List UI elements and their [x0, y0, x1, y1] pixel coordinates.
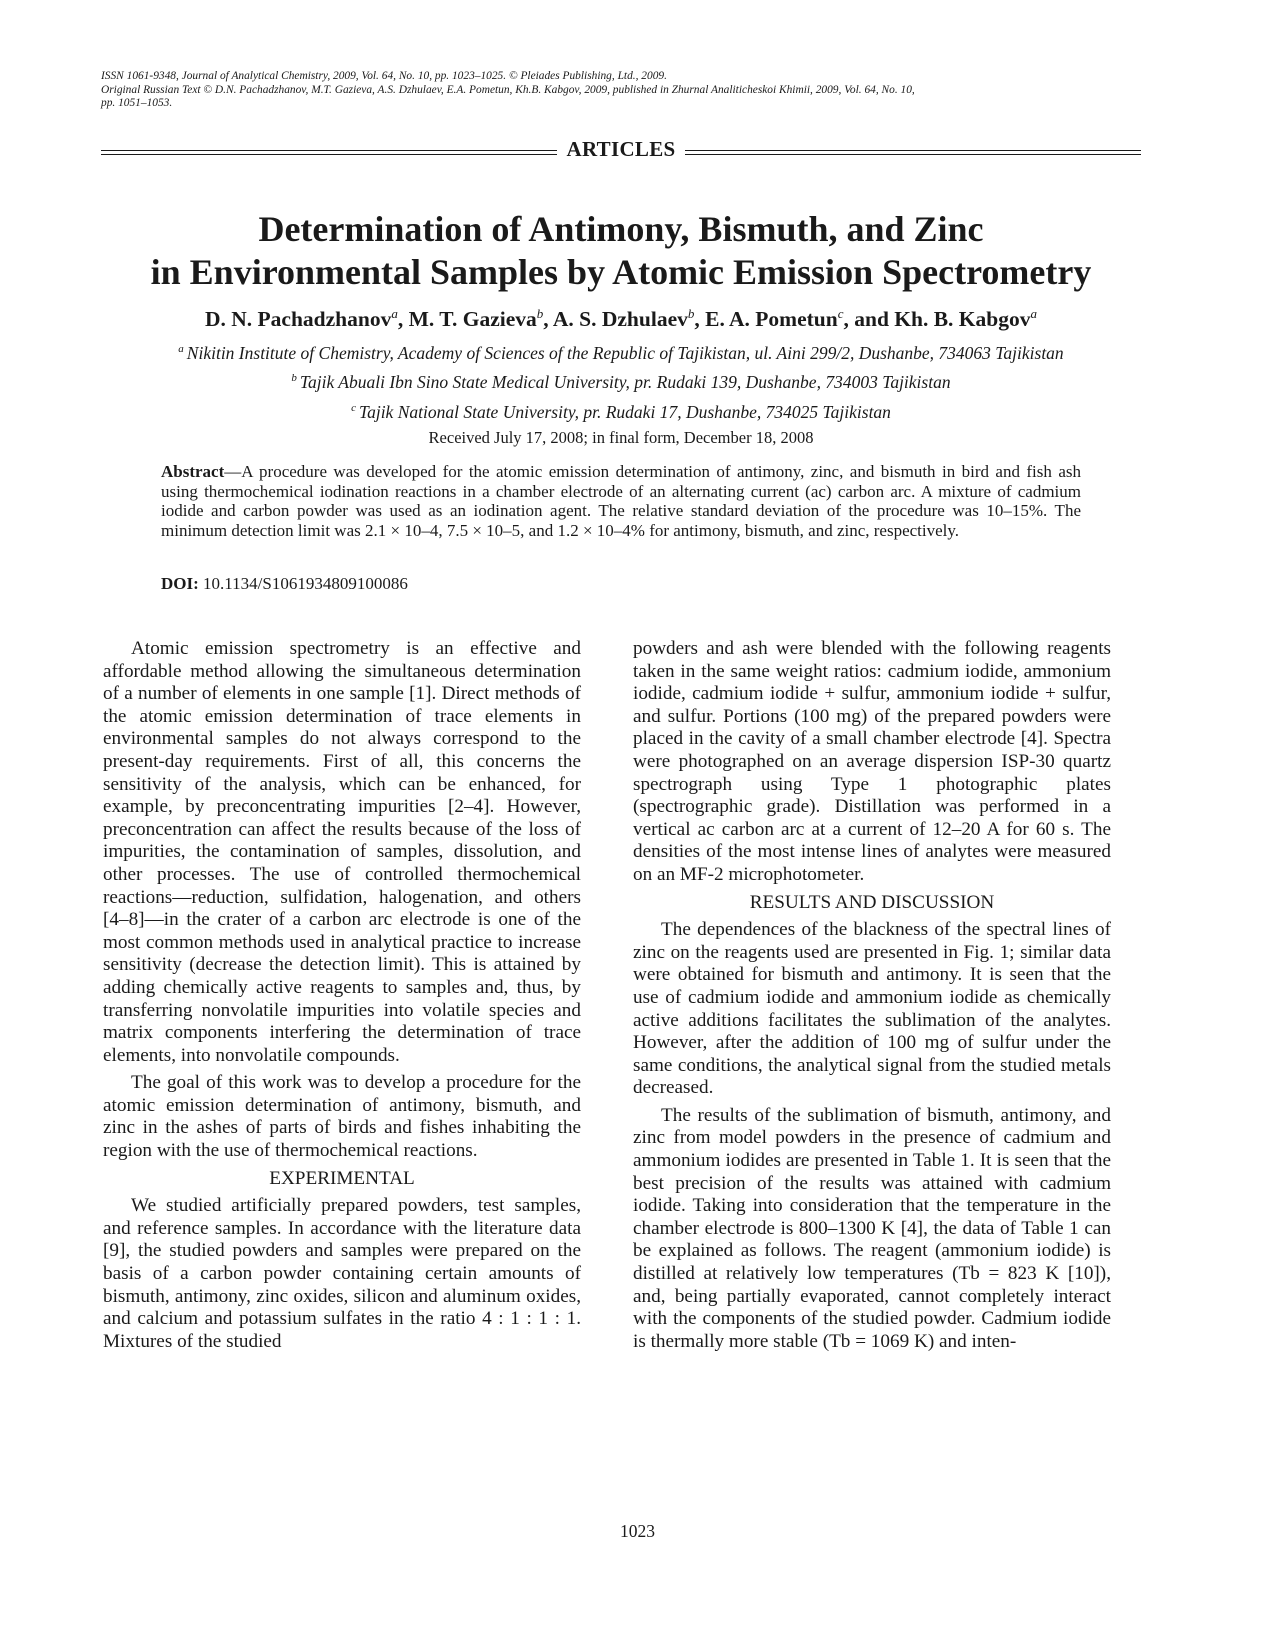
journal-header: [101, 70, 1141, 111]
affiliation-mark: b: [291, 372, 297, 385]
section-label: ARTICLES: [566, 136, 676, 161]
author-name: Kh. B. Kabgov: [894, 307, 1031, 332]
paragraph: We studied artificially prepared powders, test samples, and reference samples. In accordance with the literature data [9], the studied powders and samples were prepared on the basis of a carbon powder containing certain amounts of bismuth, antimony, zinc oxides, silicon and aluminum oxides, and calcium and potassium sulfates in the ratio 4 : 1 : 1 : 1. Mixtures of the studied: [103, 1195, 581, 1352]
doi-value: 10.1134/S1061934809100086: [198, 574, 408, 593]
paragraph: Atomic emission spectrometry is an effective and affordable method allowing the simultaneous determination of a number of elements in one sample [1]. Direct methods of the atomic emission determination of trace elements in environmental samples do not always correspond to the present-day requirements. First of all, this concerns the sensitivity of the analysis, which can be enhanced, for example, by preconcentrating impurities [2–4]. However, preconcentration can affect the results because of the loss of impurities, the contamination of samples, dissolution, and other processes. The use of controlled thermochemical reactions—reduction, sulfidation, halogenation, and others [4–8]—in the crater of a carbon arc electrode is one of the most common methods used in analytical practice to increase sensitivity (decrease the detection limit). This is attained by adding chemically active reagents to samples and, thus, by transferring nonvolatile impurities into volatile species and matrix components interfering the determination of trace elements, into nonvolatile compounds.: [103, 638, 581, 1066]
section-heading-results: RESULTS AND DISCUSSION: [749, 891, 995, 913]
doi: [161, 574, 408, 594]
author-name: E. A. Pometun: [705, 307, 838, 332]
affiliation-text: Tajik National State University, pr. Rudaki 17, Dushanbe, 734025 Tajikistan: [358, 401, 891, 422]
affiliation-text: Nikitin Institute of Chemistry, Academy of Sciences of the Republic of Tajikistan, ul. Aini 299/2, Dushanbe, 734063 Tajikistan: [186, 342, 1064, 363]
author-separator: ,: [543, 307, 553, 332]
affiliations: [101, 337, 1141, 450]
author-list: [101, 306, 1141, 332]
title-line-1: Determination of Antimony, Bismuth, and Zinc: [258, 209, 984, 249]
right-column: [633, 638, 1111, 1353]
affiliation-mark: c: [351, 401, 356, 414]
author-name: D. N. Pachadzhanov: [205, 307, 392, 332]
section-heading-experimental: EXPERIMENTAL: [269, 1167, 415, 1189]
affiliation-mark: a: [178, 343, 184, 355]
author-separator: , and: [843, 307, 895, 332]
title-line-2: in Environmental Samples by Atomic Emission Spectrometry: [150, 252, 1092, 292]
received-dates: Received July 17, 2008; in final form, December 18, 2008: [428, 427, 814, 447]
paragraph: The dependences of the blackness of the spectral lines of zinc on the reagents used are presented in Fig. 1; similar data were obtained for bismuth and antimony. It is seen that the use of cadmium iodide and ammonium iodide as chemically active additions facilitates the sublimation of the analytes. However, after the addition of 100 mg of sulfur under the same conditions, the analytical signal from the studied metals decreased.: [633, 919, 1111, 1099]
author-separator: ,: [694, 307, 706, 332]
paragraph: The results of the sublimation of bismuth, antimony, and zinc from model powders in the presence of cadmium and ammonium iodides are presented in Table 1. It is seen that the best precision of the results was attained with cadmium iodide. Taking into consideration that the temperature in the chamber electrode is 800–1300 K [4], the data of Table 1 can be explained as follows. The reagent (ammonium iodide) is distilled at relatively low temperatures (Tb = 823 K [10]), and, being partially evaporated, cannot completely interact with the components of the studied powder. Cadmium iodide is thermally more stable (Tb = 1069 K) and inten-: [633, 1104, 1111, 1352]
journal-citation: ISSN 1061-9348, Journal of Analytical Chemistry, 2009, Vol. 64, No. 10, pp. 1023–1025. © Pleiades Publishing, Ltd., 2009.: [101, 70, 667, 82]
author-name: M. T. Gazieva: [408, 307, 537, 332]
abstract-text: —A procedure was developed for the atomic emission determination of antimony, zinc, and bismuth in bird and fish ash using thermochemical iodination reactions in a chamber electrode of an alternating current (ac) carbon arc. A mixture of cadmium iodide and carbon powder was used as an iodination agent. The relative standard deviation of the procedure was 10–15%. The minimum detection limit was 2.1 × 10–4, 7.5 × 10–5, and 1.2 × 10–4% for antimony, bismuth, and zinc, respectively.: [161, 462, 1081, 540]
author-affil-mark: a: [391, 306, 398, 321]
author-affil-mark: a: [1030, 306, 1037, 321]
banner-rule-left: [101, 150, 557, 151]
author-name: A. S. Dzhulaev: [552, 307, 688, 332]
author-affil-mark: b: [687, 306, 695, 321]
original-text-note: Original Russian Text © D.N. Pachadzhanov, M.T. Gazieva, A.S. Dzhulaev, E.A. Pometun, Kh.B. Kabgov, 2009, published in Zhurnal Analiticheskoi Khimii, 2009, Vol. 64, No. 10,: [101, 83, 915, 96]
section-banner: [101, 135, 1141, 165]
affiliation-a: [101, 337, 1141, 366]
author-affil-mark: c: [837, 306, 844, 321]
affiliation-text: Tajik Abuali Ibn Sino State Medical University, pr. Rudaki 139, Dushanbe, 734003 Tajikistan: [299, 372, 951, 393]
paragraph: The goal of this work was to develop a procedure for the atomic emission determination of antimony, bismuth, and zinc in the ashes of parts of birds and fishes inhabiting the region with the use of thermochemical reactions.: [103, 1072, 581, 1162]
author-affil-mark: b: [536, 306, 544, 321]
affiliation-b: [101, 366, 1141, 395]
abstract: [161, 462, 1081, 540]
article-title: [101, 208, 1141, 294]
banner-rule-right: [685, 150, 1141, 151]
left-column: [103, 638, 581, 1353]
paragraph: powders and ash were blended with the following reagents taken in the same weight ratios: cadmium iodide, ammonium iodide, cadmium iodide + sulfur, ammonium iodide + sulfur, and sulfur. Portions (100 mg) of the prepared powders were placed in the cavity of a small chamber electrode [4]. Spectra were photographed on an average dispersion ISP-30 quartz spectrograph using Type 1 photographic plates (spectrographic grade). Distillation was performed in a vertical ac carbon arc at a current of 12–20 A for 60 s. The densities of the most intense lines of analytes were measured on an MF-2 microphotometer.: [633, 638, 1111, 885]
abstract-label: Abstract: [161, 462, 225, 481]
doi-label: DOI:: [161, 574, 199, 593]
original-text-pages: pp. 1051–1053.: [101, 97, 173, 110]
affiliation-c: [101, 396, 1141, 425]
author-separator: ,: [397, 307, 409, 332]
page-number: 1023: [620, 1521, 655, 1541]
